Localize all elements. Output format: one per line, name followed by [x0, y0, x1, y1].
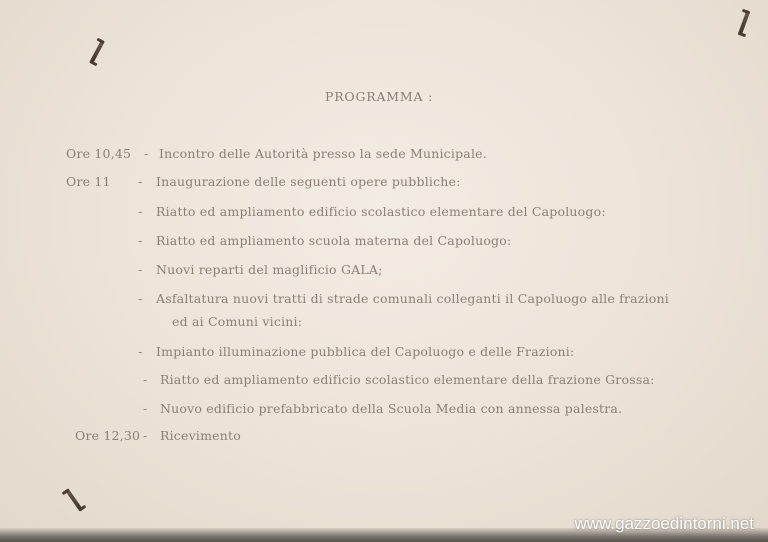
time-1230: Ore 12,30 [75, 428, 141, 443]
schedule-item: Riatto ed ampliamento edificio scolastico elementare del Capoluogo: [156, 204, 606, 219]
dash: - [138, 174, 143, 189]
staple-icon [738, 10, 751, 36]
schedule-item: Riatto ed ampliamento scuola materna del Capoluogo: [156, 233, 512, 248]
staple-icon [89, 40, 105, 65]
dash: - [138, 291, 143, 306]
watermark: www.gazzoedintorni.net [574, 514, 754, 533]
schedule-item: Riatto ed ampliamento edificio scolastico elementare della frazione Grossa: [160, 372, 655, 387]
dash: - [143, 372, 148, 387]
schedule-item-continuation: ed ai Comuni vicini: [172, 314, 303, 329]
staple-icon [65, 488, 83, 512]
dash: - [138, 204, 143, 219]
schedule-item: Asfaltatura nuovi tratti di strade comunali colleganti il Capoluogo alle frazioni [156, 291, 669, 306]
schedule-item: Ricevimento [160, 428, 241, 443]
dash: - [138, 344, 143, 359]
dash: - [143, 401, 148, 416]
time-11: Ore 11 [66, 174, 111, 189]
dash: - [143, 428, 148, 443]
schedule-item: Nuovi reparti del maglificio GALA; [156, 262, 383, 277]
schedule-item: Nuovo edificio prefabbricato della Scuola Media con annessa palestra. [160, 401, 623, 416]
dash: - [144, 146, 149, 161]
schedule-item: Incontro delle Autorità presso la sede Municipale. [159, 146, 487, 161]
schedule-item: Inaugurazione delle seguenti opere pubbliche: [156, 174, 461, 189]
time-1045: Ore 10,45 [66, 146, 132, 161]
program-title: PROGRAMMA : [325, 89, 434, 104]
schedule-item: Impianto illuminazione pubblica del Capoluogo e delle Frazioni: [156, 344, 575, 359]
dash: - [138, 233, 143, 248]
dash: - [138, 262, 143, 277]
